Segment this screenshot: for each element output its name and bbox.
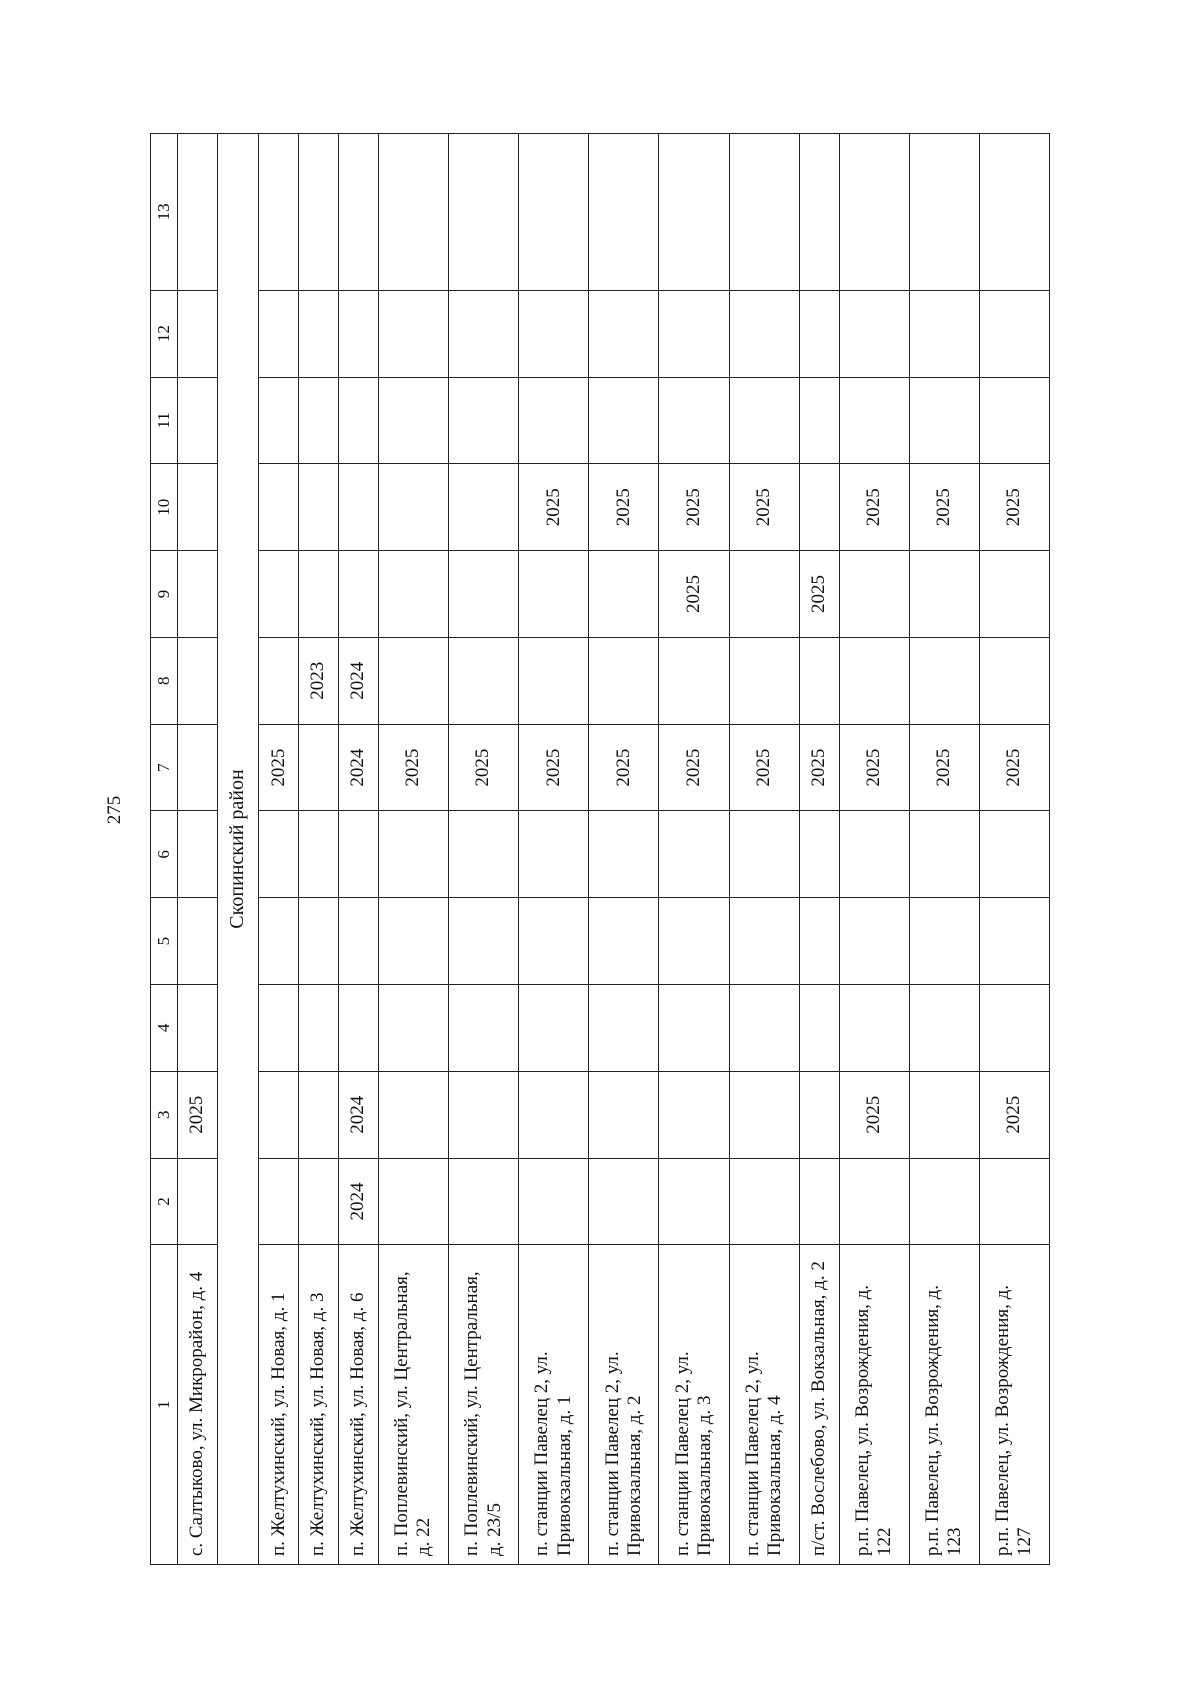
- year-cell: [378, 985, 448, 1072]
- year-cell: [839, 811, 909, 898]
- table-row: [589, 134, 659, 1565]
- year-cell: 2025: [659, 724, 729, 811]
- year-cell: [799, 637, 839, 724]
- year-cell: [338, 377, 378, 464]
- year-cell: [909, 1071, 979, 1158]
- year-cell: [979, 134, 1049, 291]
- year-cell: 2025: [659, 551, 729, 638]
- year-cell: [338, 134, 378, 291]
- year-cell: 2024: [338, 1158, 378, 1245]
- year-cell: [378, 377, 448, 464]
- year-cell: [659, 811, 729, 898]
- year-cell: [519, 1071, 589, 1158]
- year-cell: [448, 464, 518, 551]
- year-cell: [299, 551, 339, 638]
- table-row: [519, 134, 589, 1565]
- year-cell: [178, 290, 218, 377]
- year-cell: [378, 637, 448, 724]
- year-cell: [909, 290, 979, 377]
- year-cell: [979, 1158, 1049, 1245]
- year-cell: [378, 551, 448, 638]
- year-cell: [519, 134, 589, 291]
- year-cell: [378, 464, 448, 551]
- year-cell: 2024: [338, 724, 378, 811]
- year-cell: [338, 551, 378, 638]
- column-header: 12: [151, 290, 178, 377]
- year-cell: [338, 811, 378, 898]
- year-cell: [178, 551, 218, 638]
- table-row: [259, 134, 299, 1565]
- year-cell: [378, 1071, 448, 1158]
- year-cell: [659, 1071, 729, 1158]
- address-cell: п. станции Павелец 2, ул. Привокзальная, д. 1: [519, 1245, 589, 1565]
- year-cell: [729, 551, 799, 638]
- year-cell: [338, 290, 378, 377]
- year-cell: [799, 464, 839, 551]
- year-cell: [338, 898, 378, 985]
- year-cell: [338, 464, 378, 551]
- address-cell: п. Поплевинский, ул. Центральная, д. 23/5: [448, 1245, 518, 1565]
- address-cell: п. станции Павелец 2, ул. Привокзальная, д. 3: [659, 1245, 729, 1565]
- year-cell: 2025: [659, 464, 729, 551]
- year-cell: [839, 551, 909, 638]
- year-cell: [839, 985, 909, 1072]
- year-cell: [259, 1158, 299, 1245]
- year-cell: [729, 377, 799, 464]
- year-cell: [909, 898, 979, 985]
- year-cell: [839, 1158, 909, 1245]
- year-cell: [729, 637, 799, 724]
- year-cell: 2025: [839, 1071, 909, 1158]
- year-cell: [659, 290, 729, 377]
- year-cell: [979, 551, 1049, 638]
- year-cell: [659, 1158, 729, 1245]
- year-cell: [799, 377, 839, 464]
- year-cell: [729, 290, 799, 377]
- year-cell: [448, 134, 518, 291]
- address-cell: с. Салтыково, ул. Микрорайон, д. 4: [178, 1245, 218, 1565]
- table-row: [448, 134, 518, 1565]
- district-heading: Скопинский район: [217, 134, 258, 1565]
- year-cell: 2024: [338, 637, 378, 724]
- year-cell: [799, 898, 839, 985]
- year-cell: [448, 290, 518, 377]
- year-cell: [659, 898, 729, 985]
- year-cell: 2024: [338, 1071, 378, 1158]
- year-cell: 2025: [178, 1071, 218, 1158]
- year-cell: [839, 637, 909, 724]
- year-cell: [729, 811, 799, 898]
- year-cell: [659, 377, 729, 464]
- year-cell: [839, 290, 909, 377]
- year-cell: [448, 898, 518, 985]
- year-cell: [259, 637, 299, 724]
- year-cell: 2025: [909, 724, 979, 811]
- year-cell: [659, 134, 729, 291]
- year-cell: [519, 290, 589, 377]
- year-cell: [178, 464, 218, 551]
- year-cell: 2025: [799, 724, 839, 811]
- year-cell: [299, 1071, 339, 1158]
- year-cell: [178, 1158, 218, 1245]
- year-cell: [299, 134, 339, 291]
- column-header: 8: [151, 637, 178, 724]
- year-cell: [979, 290, 1049, 377]
- year-cell: 2025: [979, 1071, 1049, 1158]
- year-cell: [519, 811, 589, 898]
- year-cell: [178, 724, 218, 811]
- table-row: [338, 134, 378, 1565]
- year-cell: [299, 724, 339, 811]
- year-cell: [729, 134, 799, 291]
- year-cell: [979, 898, 1049, 985]
- header-row: [151, 134, 178, 1565]
- year-cell: [589, 290, 659, 377]
- year-cell: [839, 377, 909, 464]
- year-cell: [659, 985, 729, 1072]
- year-cell: [519, 898, 589, 985]
- year-cell: [659, 637, 729, 724]
- year-cell: [799, 1158, 839, 1245]
- year-cell: [259, 290, 299, 377]
- year-cell: [729, 985, 799, 1072]
- table-wrapper: [150, 133, 1050, 1565]
- page-number: 275: [104, 795, 125, 825]
- year-cell: [839, 898, 909, 985]
- address-cell: п. Поплевинский, ул. Центральная, д. 22: [378, 1245, 448, 1565]
- address-cell: р.п. Павелец, ул. Возрождения, д. 122: [839, 1245, 909, 1565]
- year-cell: [448, 811, 518, 898]
- year-cell: [799, 290, 839, 377]
- year-cell: [378, 898, 448, 985]
- table-row: [979, 134, 1049, 1565]
- year-cell: [589, 1158, 659, 1245]
- data-table: [150, 133, 1050, 1565]
- year-cell: 2025: [979, 464, 1049, 551]
- year-cell: [519, 1158, 589, 1245]
- year-cell: [589, 1071, 659, 1158]
- year-cell: [729, 1071, 799, 1158]
- year-cell: [448, 1071, 518, 1158]
- year-cell: 2025: [909, 464, 979, 551]
- column-header: 9: [151, 551, 178, 638]
- year-cell: [909, 551, 979, 638]
- year-cell: 2025: [589, 724, 659, 811]
- year-cell: [909, 377, 979, 464]
- year-cell: [378, 134, 448, 291]
- table-row: [909, 134, 979, 1565]
- year-cell: [178, 898, 218, 985]
- table-row: [299, 134, 339, 1565]
- year-cell: [299, 464, 339, 551]
- section-row: [217, 134, 258, 1565]
- year-cell: [589, 377, 659, 464]
- year-cell: [259, 464, 299, 551]
- year-cell: [259, 898, 299, 985]
- year-cell: [909, 134, 979, 291]
- year-cell: [519, 985, 589, 1072]
- year-cell: [378, 290, 448, 377]
- year-cell: [909, 637, 979, 724]
- address-cell: р.п. Павелец, ул. Возрождения, д. 127: [979, 1245, 1049, 1565]
- address-cell: р.п. Павелец, ул. Возрождения, д. 123: [909, 1245, 979, 1565]
- year-cell: 2025: [729, 724, 799, 811]
- column-header: 10: [151, 464, 178, 551]
- year-cell: [589, 985, 659, 1072]
- year-cell: [729, 898, 799, 985]
- year-cell: [178, 637, 218, 724]
- year-cell: [448, 1158, 518, 1245]
- address-cell: п/ст. Вослебово, ул. Вокзальная, д. 2: [799, 1245, 839, 1565]
- column-header: 7: [151, 724, 178, 811]
- table-row: [729, 134, 799, 1565]
- year-cell: [519, 637, 589, 724]
- column-header: 11: [151, 377, 178, 464]
- year-cell: [979, 985, 1049, 1072]
- year-cell: [909, 985, 979, 1072]
- column-header: 2: [151, 1158, 178, 1245]
- year-cell: [259, 811, 299, 898]
- year-cell: [259, 134, 299, 291]
- column-header: 1: [151, 1245, 178, 1565]
- year-cell: 2025: [589, 464, 659, 551]
- year-cell: [799, 985, 839, 1072]
- year-cell: 2025: [259, 724, 299, 811]
- year-cell: [979, 377, 1049, 464]
- year-cell: [448, 377, 518, 464]
- year-cell: 2025: [839, 724, 909, 811]
- year-cell: [448, 637, 518, 724]
- year-cell: [589, 637, 659, 724]
- year-cell: [589, 898, 659, 985]
- year-cell: [178, 134, 218, 291]
- year-cell: 2025: [519, 724, 589, 811]
- year-cell: [979, 637, 1049, 724]
- year-cell: 2025: [839, 464, 909, 551]
- year-cell: 2025: [979, 724, 1049, 811]
- year-cell: 2023: [299, 637, 339, 724]
- year-cell: [299, 811, 339, 898]
- year-cell: [259, 377, 299, 464]
- year-cell: [378, 1158, 448, 1245]
- column-header: 5: [151, 898, 178, 985]
- year-cell: [299, 377, 339, 464]
- year-cell: [259, 551, 299, 638]
- year-cell: 2025: [448, 724, 518, 811]
- address-cell: п. станции Павелец 2, ул. Привокзальная, д. 4: [729, 1245, 799, 1565]
- year-cell: [799, 811, 839, 898]
- year-cell: [519, 377, 589, 464]
- year-cell: [299, 985, 339, 1072]
- year-cell: 2025: [378, 724, 448, 811]
- year-cell: [299, 1158, 339, 1245]
- year-cell: [519, 551, 589, 638]
- year-cell: [589, 551, 659, 638]
- address-cell: п. Желтухинский, ул. Новая, д. 6: [338, 1245, 378, 1565]
- column-header: 4: [151, 985, 178, 1072]
- year-cell: [589, 134, 659, 291]
- year-cell: [178, 811, 218, 898]
- address-cell: п. Желтухинский, ул. Новая, д. 1: [259, 1245, 299, 1565]
- year-cell: [338, 985, 378, 1072]
- year-cell: [259, 985, 299, 1072]
- year-cell: [589, 811, 659, 898]
- year-cell: [909, 811, 979, 898]
- table-row: [659, 134, 729, 1565]
- address-cell: п. станции Павелец 2, ул. Привокзальная, д. 2: [589, 1245, 659, 1565]
- year-cell: [448, 985, 518, 1072]
- column-header: 3: [151, 1071, 178, 1158]
- address-cell: п. Желтухинский, ул. Новая, д. 3: [299, 1245, 339, 1565]
- year-cell: [378, 811, 448, 898]
- year-cell: [729, 1158, 799, 1245]
- year-cell: [909, 1158, 979, 1245]
- year-cell: [299, 898, 339, 985]
- year-cell: [839, 134, 909, 291]
- year-cell: [259, 1071, 299, 1158]
- year-cell: [178, 377, 218, 464]
- table-row: [378, 134, 448, 1565]
- year-cell: [178, 985, 218, 1072]
- table-row: [178, 134, 218, 1565]
- table-row: [839, 134, 909, 1565]
- column-header: 6: [151, 811, 178, 898]
- year-cell: [299, 290, 339, 377]
- year-cell: [448, 551, 518, 638]
- year-cell: 2025: [799, 551, 839, 638]
- year-cell: [799, 134, 839, 291]
- year-cell: [979, 811, 1049, 898]
- table-row: [799, 134, 839, 1565]
- column-header: 13: [151, 134, 178, 291]
- year-cell: 2025: [729, 464, 799, 551]
- year-cell: [799, 1071, 839, 1158]
- year-cell: 2025: [519, 464, 589, 551]
